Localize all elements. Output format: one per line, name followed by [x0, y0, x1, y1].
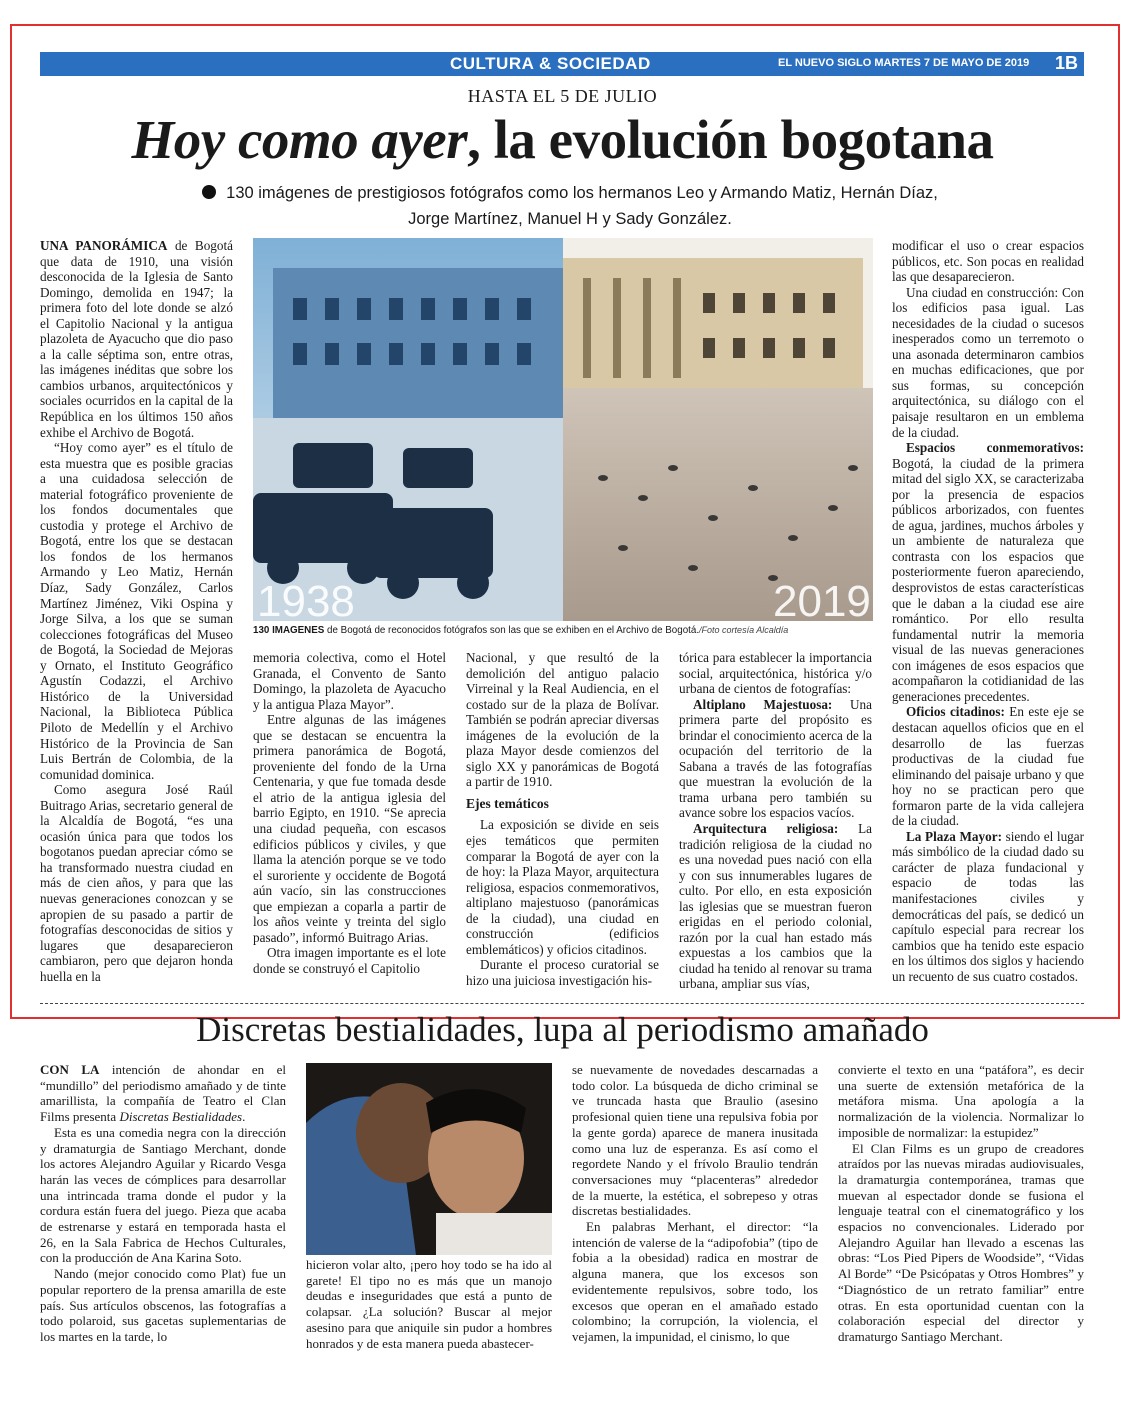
- page-number: 1B: [1054, 53, 1078, 73]
- article2-column-4: [838, 1062, 1084, 1354]
- article-column-4: [679, 650, 872, 1001]
- lead-in: CON LA: [40, 1062, 100, 1077]
- paragraph: convierte el texto en una “patáfora”, es decir una suerte de extensión metafórica de la metáfora misma. Una apología a la normalización de la violencia. Normalizar lo imposible de normalizar: la estupidez”: [838, 1062, 1084, 1140]
- subheading: Ejes temáticos: [466, 795, 549, 811]
- article2-column-1: [40, 1062, 286, 1354]
- theme-label: Espacios conmemorativos:: [906, 440, 1084, 456]
- actors-illustration: [306, 1063, 552, 1255]
- theme-label: Altiplano Majestuosa:: [693, 696, 833, 712]
- paragraph: [40, 238, 233, 440]
- caption-text: de Bogotá de reconocidos fotógrafos son las que se exhiben en el Archivo de Bogotá.: [324, 625, 700, 636]
- paragraph: hicieron volar alto, ¡pero hoy todo se ha ido al garete! El tipo no es más que un manojo deudas e inseguridades que está a punto de colapsar. ¿La solución? Buscar al mejor asesino para que aniquile sin pudor a hombres honrados y de esta manera pueda abastecer-: [306, 1257, 552, 1351]
- paragraph: Nando (mejor conocido como Plat) fue un popular reportero de la prensa amarilla de este país. Sus artículos obscenos, las fotografías a todo polaroid, sus gacetas suplementarias de los martes en la tarde, lo: [40, 1266, 286, 1344]
- paragraph-text: En este eje se destacan aquellos oficios que en el desarrollo de las fuerzas productivas de la ciudad fue eliminando del paisaje urbano y que hoy no se practican pero que formaron parte de la vida callejera de la ciudad.: [892, 704, 1084, 829]
- paragraph: “Hoy como ayer” es el título de esta muestra que es posible gracias a una cuidadosa selección de material fotográfico proveniente de los fondos documentales que custodia y protege el Archivo de Bogotá, entre los que se destacan los fondos de los hermanos Armando y Leo Matiz, Hernán Díaz, Sady González, Carlos Martínez Jiménez, Viki Ospina y Jorge Silva, a los que se suman colecciones fotográficas del Museo de Bogotá, la Sociedad de Mejoras y Ornato, el Instituto Geográfico Agustín Codazzi, el Archivo Histórico de la Universidad Nacional, la Biblioteca Pública Piloto de Medellín y el Archivo Histórico de la Provincia de San Luis Bertrán de Colombia, de la comunidad dominica.: [40, 440, 233, 782]
- article2-headline: Discretas bestialidades, lupa al periodismo amañado: [196, 1010, 929, 1049]
- paragraph-text: de Bogotá que data de 1910, una visión desconocida de la Iglesia de Santo Domingo, demolida en 1947; la primera foto del lote donde se alzó el Capitolio Nacional y la antigua plazoleta de Ayacucho que dio paso a la calle séptima son, entre otras, las imágenes inéditas que sobre los cambios urbanos, arquitectónicos y sociales ocurridos en la capital de la República en los últimos 150 años exhibe el Archivo de Bogotá.: [40, 238, 233, 440]
- paragraph: memoria colectiva, como el Hotel Granada, el Convento de Santo Domingo, la plazoleta de Ayacucho y la antigua Plaza Mayor”.: [253, 650, 446, 712]
- paragraph: [892, 829, 1084, 984]
- lead-in: UNA PANORÁMICA: [40, 238, 168, 253]
- paragraph: [679, 821, 872, 992]
- paragraph-text: Una primera parte del propósito es brindar el conocimiento acerca de la ocupación del territorio de la Sabana a través de las fotografías que muestran la evolución de la trama urbana pero también su avance sobre los espacios vacíos.: [679, 696, 872, 821]
- paragraph-text: intención de ahondar en el “mundillo” del periodismo amañado y de tinte amarillista, la compañía de Teatro el Clan Films presenta: [40, 1062, 286, 1125]
- article-headline: [0, 108, 1125, 171]
- paragraph: [40, 1062, 286, 1125]
- newspaper-date: [778, 57, 1029, 69]
- newspaper-name: EL NUEVO SIGLO: [778, 57, 872, 69]
- right-actor-shirt: [436, 1213, 552, 1255]
- issue-date: MARTES 7 DE MAYO DE 2019: [874, 57, 1030, 69]
- headline-italic: Hoy como ayer: [131, 109, 468, 170]
- theme-label: La Plaza Mayor:: [906, 828, 1002, 844]
- caption-credit: /Foto cortesía Alcaldía: [699, 625, 789, 635]
- paragraph: tórica para establecer la importancia social, arquitectónica, histórica y/o urbana de cientos de fotografías:: [679, 650, 872, 697]
- photo-caption: [253, 625, 873, 636]
- article-column-5: [892, 238, 1084, 1001]
- paragraph: En palabras Merhant, el director: “la intención de valerse de la “adipofobia” (tipo de fobia a la obesidad) radica en mostrar de alguna manera, que los excesos son evidentemente repulsivos, sobre todo, los excesos que operan en el amañado estado colombino; la corrupción, la violencia, el vejamen, la impunidad, el cinismo, lo que: [572, 1219, 818, 1344]
- actors-photo[interactable]: [306, 1063, 552, 1255]
- article-column-1: [40, 238, 233, 1001]
- paragraph: Nacional, y que resultó de la demolición del antiguo palacio Virreinal y la Real Audiencia, en el costado sur de la plaza de Bolívar. También se podrán apreciar diversas imágenes de la evolución de la plaza Mayor desde comienzos del siglo XX y panorámicas de Bogotá a partir de 1910.: [466, 650, 659, 790]
- play-title: Discretas Bestialidades: [119, 1109, 243, 1125]
- paragraph: Una ciudad en construcción: Con los edificios pasa igual. Las necesidades de la ciudad o sucesos inesperados como un terremoto o una asonada determinaron cambios en muchas edificaciones, que por sus formas, su concepción arquitectónica, su diálogo con el paisaje resultaron en un emblema de la ciudad.: [892, 284, 1084, 440]
- then-and-now-photo[interactable]: [253, 238, 873, 621]
- paragraph-text: siendo el lugar más simbólico de la ciudad dado su carácter de plaza fundacional y espacio de todas las manifestaciones civiles y democráticas del país, se dedicó un capítulo especial para recrear los cambios que ha tenido este espacio en los últimos dos siglos y haciendo un recuento de sus cuatro costados.: [892, 828, 1084, 984]
- theme-label: Oficios citadinos:: [906, 704, 1005, 720]
- paragraph: modificar el uso o crear espacios públicos, etc. Son pocas en realidad las que desaparecieron.: [892, 238, 1084, 285]
- paragraph: El Clan Films es un grupo de creadores atraídos por las nuevas miradas audiovisuales, la dramaturgia contemporánea, tramas que muevan al espectador donde se fusiona el lenguaje teatral con el cinematográfico y los espacios no convencionales. Liderado por Alejandro Aguilar han llevado a escenas las obras: “Los Pied Pipers de Woodside”, “Vidas Al Borde” “De Psicópatas y Otros Hombres” y “Diagnóstico de un retrato familiar” entre otras. En esta oportunidad cuentan con la colaboración especial del director y dramaturgo Santiago Merchant.: [838, 1140, 1084, 1344]
- paragraph: [892, 704, 1084, 828]
- paragraph-text: Bogotá, la ciudad de la primera mitad del siglo XX, se caracterizaba por la presencia de espacios públicos arborizados, con fuentes de agua, jardines, muchos árboles y un ambiente de naturaleza que contrasta con los espacios que posteriormente fueron apareciendo, desprovistos de estas características que le daban a la ciudad ese aire romántico. Por ello resulta fundamental nutrir la memoria visual de las nuevas generaciones con imágenes de esos espacios que acompañaron la cotidianidad de las generaciones precedentes.: [892, 455, 1084, 704]
- paragraph: se nuevamente de novedades descarnadas a todo color. La búsqueda de dicho criminal se ve truncada hasta que Braulio (asesino profesional quien tiene una repulsiva fobia por la gente gorda) aparece de manera inusitada como una luz de esperanza. Es así como el regordete Nando y el frívolo Braulio tendrán conversaciones muy “placenteras” alrededor de la muerte, la estética, el sobrepeso y otras discretas bestialidades.: [572, 1062, 818, 1219]
- headline-rest: , la evolución bogotana: [467, 109, 994, 170]
- theme-label: Arquitectura religiosa:: [693, 821, 839, 837]
- article-deck: [190, 180, 950, 232]
- year-left: 1938: [257, 577, 355, 621]
- paragraph-text: .: [242, 1109, 246, 1125]
- paragraph: [892, 440, 1084, 704]
- article-column-3: [466, 650, 659, 1001]
- photo-illustration: [253, 238, 873, 621]
- paragraph: Entre algunas de las imágenes que se destacan se encuentra la primera panorámica de Bogotá, proveniente del fondo de la Urna Centenaria, y que fue tomada desde el atrio de la antigua iglesia del barrio Egipto, en 1910. “Se aprecia una ciudad pequeña, con escasos edificios públicos y civiles, y que llama la atención porque se ve todo el suroriente y occidente de Bogotá aún vacío, sin las construcciones que empiezan a coparla a partir de los años veinte y treinta del siglo pasado”, informó Buitrago Arias.: [253, 712, 446, 945]
- caption-lead: 130 IMAGENES: [253, 625, 325, 636]
- paragraph: Otra imagen importante es el lote donde se construyó el Capitolio: [253, 945, 446, 976]
- paragraph: Esta es una comedia negra con la dirección y dramaturgia de Santiago Merchant, donde los actores Alejandro Aguilar y Ricardo Vesga harán las veces de cómplices para desarrollar una intrincada trama donde el pudor y la cordura están fuera del juego. Pieza que acaba de estrenarse y estará en temporada hasta el 26, en la Sala Fabrica de Hechos Culturales, con la producción de Ana Karina Soto.: [40, 1124, 286, 1266]
- section-header-band: [40, 52, 1084, 76]
- article-divider: [40, 1003, 1084, 1004]
- paragraph: La exposición se divide en seis ejes temáticos que permiten comparar la Bogotá de ayer con la de hoy: la Plaza Mayor, arquitectura religiosa, espacios conmemorativos, altiplano majestuoso (panorámicas de la ciudad), una ciudad en construcción (edificios emblemáticos) y oficios citadinos.: [466, 817, 659, 957]
- deck-text: 130 imágenes de prestigiosos fotógrafos como los hermanos Leo y Armando Matiz, Hernán Díaz, Jorge Martínez, Manuel H y Sady González.: [226, 184, 938, 228]
- paragraph-text: La tradición religiosa de la ciudad no es una novedad pues nació con ella y con sus innumerables lugares de culto. Por ello, en esta exposición las iglesias que se muestran fueron erigidas en el periodo colonial, razón por la cual han estado más expuestas a los cambios que la ciudad ha tenido al renovar su trama urbana, ampliar sus vías,: [679, 821, 872, 992]
- paragraph: Como asegura José Raúl Buitrago Arias, secretario general de la Alcaldía de Bogotá, “es una ocasión única para que todos los bogotanos puedan apreciar cómo se ha transformado nuestra ciudad en más de cien años, y para que las nuevas generaciones conozcan y se apropien de su pasado a partir de fotografías desconocidas de sitios y lugares que desaparecieron cambiaron, pero que dejaron honda huella en la: [40, 782, 233, 984]
- paragraph: Durante el proceso curatorial se hizo una juiciosa investigación his-: [466, 957, 659, 988]
- bullet-icon: [202, 185, 216, 199]
- year-right: 2019: [773, 577, 871, 621]
- article2-column-2: [306, 1257, 552, 1354]
- article-column-2: [253, 650, 446, 1001]
- section-title: CULTURA & SOCIEDAD: [450, 54, 651, 73]
- article-kicker: HASTA EL 5 DE JULIO: [467, 86, 658, 106]
- article2-column-3: [572, 1062, 818, 1354]
- paragraph: [679, 697, 872, 821]
- right-building: [563, 258, 863, 388]
